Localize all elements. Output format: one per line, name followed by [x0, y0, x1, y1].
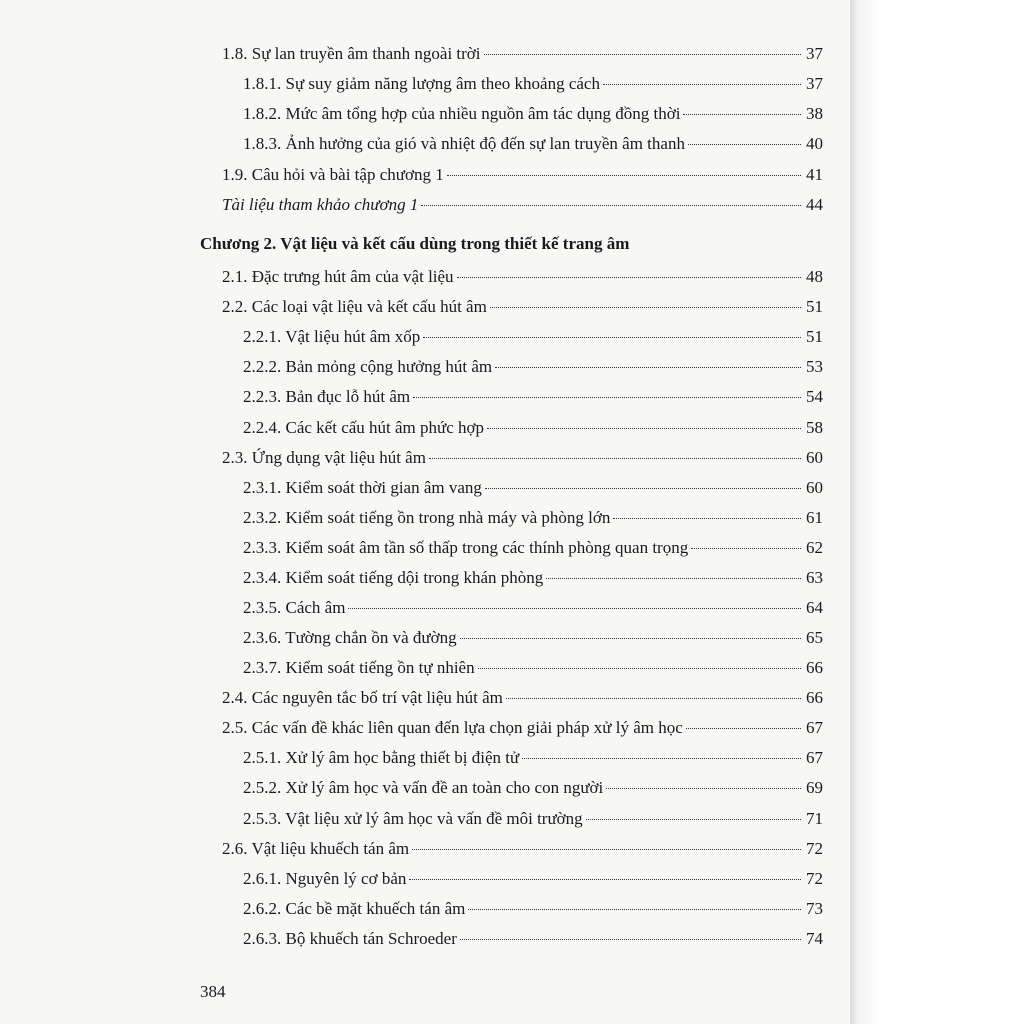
toc-entry-title: 2.1. Đặc trưng hút âm của vật liệu — [222, 267, 454, 286]
leader-dots — [586, 819, 801, 820]
toc-entry-2-5-2 — [243, 777, 823, 799]
toc-entry-2-2-3 — [243, 386, 823, 408]
leader-dots — [468, 909, 801, 910]
toc-entry-page: 60 — [806, 478, 823, 497]
toc-entry-title: 2.6. Vật liệu khuếch tán âm — [222, 839, 410, 858]
toc-entry-2-3-5 — [243, 597, 823, 619]
leader-dots — [506, 698, 801, 699]
leader-dots — [686, 728, 801, 729]
leader-dots — [484, 54, 801, 55]
toc-entry-title: 1.8.2. Mức âm tổng hợp của nhiều nguồn âm tác dụng đồng thời — [243, 104, 681, 123]
toc-entry-2-3-4 — [243, 567, 823, 589]
leader-dots — [688, 144, 801, 145]
toc-entry-2-5-3 — [243, 808, 823, 830]
toc-entry-page: 74 — [806, 929, 823, 948]
toc-entry-page: 53 — [806, 357, 823, 376]
toc-entry-page: 64 — [806, 598, 823, 617]
leader-dots — [606, 788, 801, 789]
toc-entry-page: 41 — [806, 165, 823, 184]
toc-entry-title: 2.3.1. Kiểm soát thời gian âm vang — [243, 478, 482, 497]
leader-dots — [423, 337, 801, 338]
toc-entry-title: 2.5. Các vấn đề khác liên quan đến lựa chọn giải pháp xử lý âm học — [222, 718, 683, 737]
toc-entry-2-1 — [222, 266, 823, 288]
toc-entry-page: 72 — [806, 839, 823, 858]
toc-entry-title: 2.3.5. Cách âm — [243, 598, 346, 617]
toc-entry-page: 37 — [806, 74, 823, 93]
leader-dots — [490, 307, 801, 308]
toc-entry-page: 67 — [806, 748, 823, 767]
toc-entry-2-3-7 — [243, 657, 823, 679]
leader-dots — [412, 849, 801, 850]
toc-entry-page: 66 — [806, 688, 823, 707]
toc-entry-2-6-1 — [243, 868, 823, 890]
toc-entry-page: 63 — [806, 568, 823, 587]
page-edge — [850, 0, 1024, 1024]
toc-entry-title: 1.8. Sự lan truyền âm thanh ngoài trời — [222, 44, 481, 63]
leader-dots — [683, 114, 801, 115]
toc-entry-page: 40 — [806, 134, 823, 153]
toc-entry-1-8-2 — [243, 103, 823, 125]
toc-entry-page: 73 — [806, 899, 823, 918]
leader-dots — [691, 548, 801, 549]
toc-entry-title: 2.2.3. Bản đục lỗ hút âm — [243, 387, 411, 406]
toc-entry-2-3-6 — [243, 627, 823, 649]
leader-dots — [413, 397, 801, 398]
toc-entry-page: 62 — [806, 538, 823, 557]
leader-dots — [495, 367, 801, 368]
toc-entry-references-ch1 — [222, 194, 823, 216]
toc-entry-page: 61 — [806, 508, 823, 527]
toc-entry-2-6 — [222, 838, 823, 860]
toc-entry-title: 2.5.1. Xử lý âm học bằng thiết bị điện tử — [243, 748, 520, 767]
toc-entry-title: 2.5.2. Xử lý âm học và vấn đề an toàn cho con người — [243, 778, 604, 797]
page-number: 384 — [200, 982, 226, 1001]
toc-entry-2-6-3 — [243, 928, 823, 950]
toc-entry-page: 51 — [806, 297, 823, 316]
toc-entry-title: 2.2. Các loại vật liệu và kết cấu hút âm — [222, 297, 487, 316]
toc-entry-title: 2.6.3. Bộ khuếch tán Schroeder — [243, 929, 457, 948]
leader-dots — [522, 758, 801, 759]
toc-entry-page: 69 — [806, 778, 823, 797]
leader-dots — [447, 175, 801, 176]
toc-entry-2-6-2 — [243, 898, 823, 920]
chapter-heading: Chương 2. Vật liệu và kết cấu dùng trong thiết kế trang âm — [200, 234, 630, 253]
toc-entry-1-8 — [222, 43, 823, 65]
leader-dots — [487, 428, 801, 429]
toc-entry-title: 2.2.1. Vật liệu hút âm xốp — [243, 327, 421, 346]
toc-entry-title: 2.4. Các nguyên tắc bố trí vật liệu hút âm — [222, 688, 503, 707]
toc-entry-title: 2.5.3. Vật liệu xử lý âm học và vấn đề môi trường — [243, 809, 583, 828]
toc-entry-title: 2.3.7. Kiểm soát tiếng ồn tự nhiên — [243, 658, 475, 677]
toc-entry-2-2-2 — [243, 356, 823, 378]
leader-dots — [348, 608, 801, 609]
toc-entry-page: 65 — [806, 628, 823, 647]
toc-entry-title: 1.8.3. Ảnh hưởng của gió và nhiệt độ đến sự lan truyền âm thanh — [243, 134, 685, 153]
leader-dots — [421, 205, 801, 206]
toc-entry-2-3-1 — [243, 477, 823, 499]
toc-entry-title: 2.2.2. Bản mỏng cộng hưởng hút âm — [243, 357, 493, 376]
leader-dots — [546, 578, 801, 579]
toc-entry-2-2-1 — [243, 326, 823, 348]
toc-entry-2-2 — [222, 296, 823, 318]
toc-entry-page: 51 — [806, 327, 823, 346]
toc-entry-title: 2.6.2. Các bề mặt khuếch tán âm — [243, 899, 466, 918]
toc-entry-page: 58 — [806, 418, 823, 437]
toc-entry-page: 67 — [806, 718, 823, 737]
toc-entry-2-5 — [222, 717, 823, 739]
toc-entry-page: 44 — [806, 195, 823, 214]
toc-entry-title: 2.3.2. Kiểm soát tiếng ồn trong nhà máy và phòng lớn — [243, 508, 611, 527]
toc-entry-2-4 — [222, 687, 823, 709]
leader-dots — [478, 668, 801, 669]
leader-dots — [457, 277, 801, 278]
toc-entry-1-9 — [222, 164, 823, 186]
toc-entry-1-8-1 — [243, 73, 823, 95]
toc-entry-2-3-2 — [243, 507, 823, 529]
leader-dots — [409, 879, 801, 880]
toc-entry-page: 38 — [806, 104, 823, 123]
leader-dots — [613, 518, 801, 519]
toc-entry-title: 2.3.4. Kiểm soát tiếng dội trong khán phòng — [243, 568, 544, 587]
toc-entry-page: 71 — [806, 809, 823, 828]
toc-entry-page: 72 — [806, 869, 823, 888]
toc-entry-title: 2.6.1. Nguyên lý cơ bản — [243, 869, 407, 888]
toc-entry-2-3 — [222, 447, 823, 469]
toc-entry-page: 54 — [806, 387, 823, 406]
toc-entry-title: 2.3.3. Kiểm soát âm tần số thấp trong các thính phòng quan trọng — [243, 538, 689, 557]
leader-dots — [460, 939, 801, 940]
leader-dots — [460, 638, 801, 639]
toc-entry-title: 2.3. Ứng dụng vật liệu hút âm — [222, 448, 426, 467]
toc-entry-page: 66 — [806, 658, 823, 677]
toc-entry-title: 2.2.4. Các kết cấu hút âm phức hợp — [243, 418, 485, 437]
toc-entry-2-2-4 — [243, 417, 823, 439]
toc-entry-2-3-3 — [243, 537, 823, 559]
toc-entry-1-8-3 — [243, 133, 823, 155]
toc-entry-title: 1.8.1. Sự suy giảm năng lượng âm theo khoảng cách — [243, 74, 600, 93]
toc-entry-2-5-1 — [243, 747, 823, 769]
leader-dots — [485, 488, 801, 489]
toc-entry-page: 60 — [806, 448, 823, 467]
leader-dots — [429, 458, 801, 459]
toc-entry-title: 2.3.6. Tường chắn ồn và đường — [243, 628, 457, 647]
leader-dots — [603, 84, 801, 85]
toc-entry-title: 1.9. Câu hỏi và bài tập chương 1 — [222, 165, 444, 184]
toc-entry-page: 37 — [806, 44, 823, 63]
toc-entry-page: 48 — [806, 267, 823, 286]
toc-entry-title: Tài liệu tham khảo chương 1 — [222, 195, 419, 214]
